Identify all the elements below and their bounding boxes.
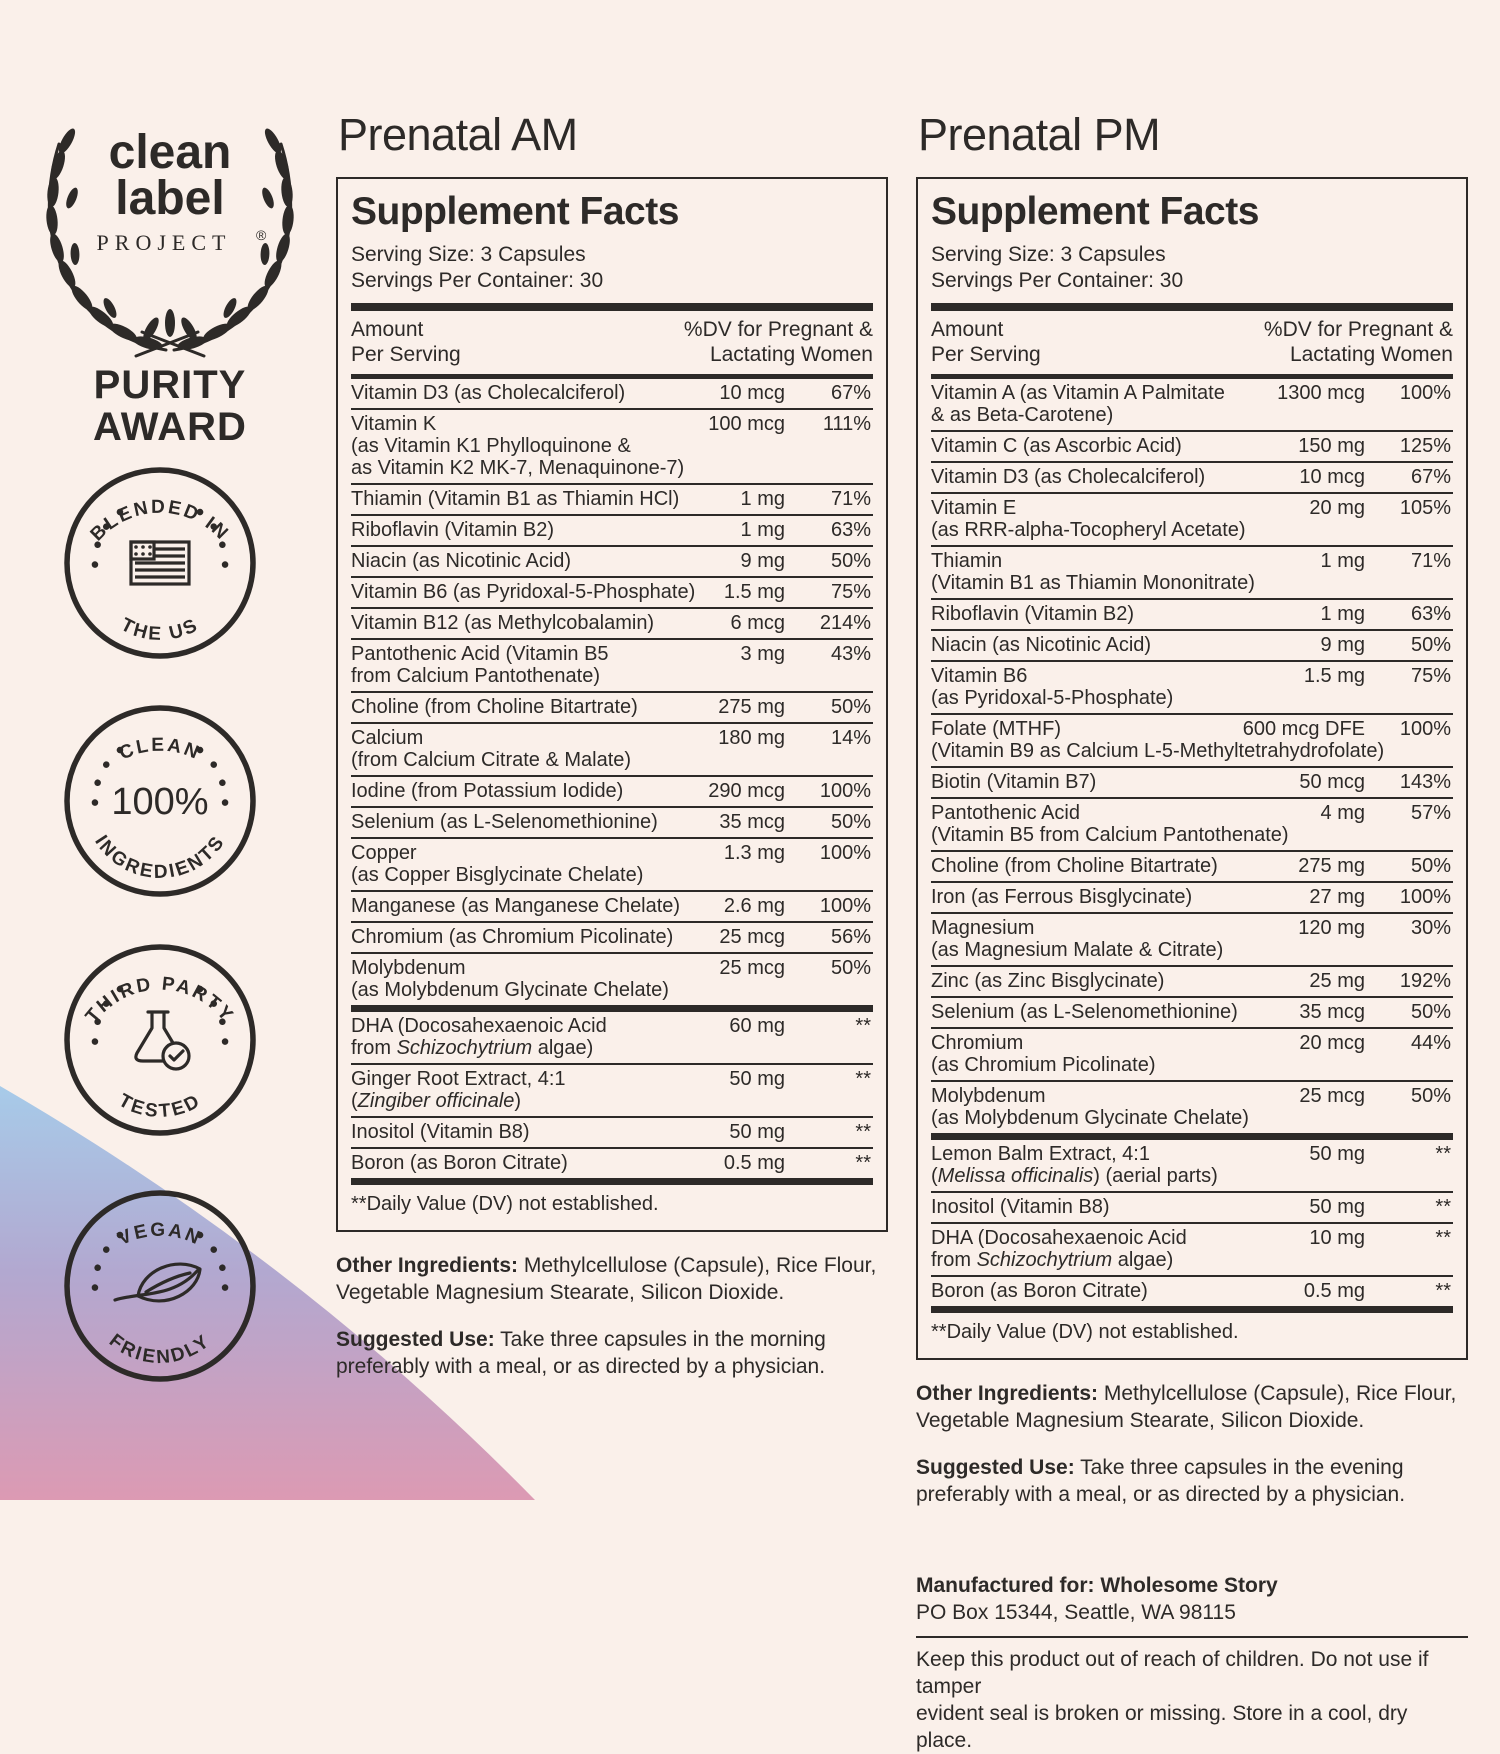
supplement-row bbox=[931, 797, 1453, 850]
row-dv: 67% bbox=[1410, 465, 1451, 488]
row-dv: ** bbox=[855, 1151, 871, 1174]
supplement-row bbox=[931, 430, 1453, 461]
supplement-row bbox=[931, 1133, 1453, 1191]
supplement-row bbox=[351, 545, 873, 576]
supplement-row bbox=[351, 638, 873, 691]
supplement-row bbox=[351, 408, 873, 483]
supplement-row bbox=[351, 607, 873, 638]
row-amount: 25 mcg bbox=[719, 925, 785, 948]
row-amount: 1 mg bbox=[1320, 602, 1365, 625]
prenatal-pm-panel bbox=[916, 109, 1468, 1754]
supplement-row bbox=[351, 379, 873, 408]
row-name: Chromium (as Chromium Picolinate) bbox=[351, 925, 674, 948]
amount-column-header: Amount Per Serving bbox=[351, 317, 461, 366]
row-name: Molybdenum (as Molybdenum Glycinate Chelate) bbox=[931, 1084, 1249, 1129]
row-amount: 50 mg bbox=[729, 1120, 785, 1143]
row-name: Vitamin B6 (as Pyridoxal-5-Phosphate) bbox=[351, 580, 696, 603]
column-headers bbox=[351, 311, 873, 379]
row-dv: ** bbox=[855, 1120, 871, 1143]
row-dv: 50% bbox=[830, 695, 871, 718]
row-name: Vitamin B6 (as Pyridoxal-5-Phosphate) bbox=[931, 664, 1174, 709]
row-name: Niacin (as Nicotinic Acid) bbox=[351, 549, 572, 572]
nutrient-rows bbox=[351, 379, 873, 1178]
row-amount: 10 mcg bbox=[719, 381, 785, 404]
row-amount: 3 mg bbox=[740, 642, 785, 665]
servings-per-container: Servings Per Container: 30 bbox=[351, 268, 604, 292]
nutrient-rows bbox=[931, 379, 1453, 1306]
row-amount: 150 mg bbox=[1298, 434, 1365, 457]
badge-top-text: BLENDED IN bbox=[86, 496, 234, 546]
svg-text:CLEAN bbox=[116, 735, 203, 765]
svg-text:BLENDED IN bbox=[87, 497, 234, 546]
badge-bottom-text: INGREDIENTS bbox=[90, 831, 230, 884]
supplement-row bbox=[351, 1005, 873, 1063]
row-name: Selenium (as L-Selenomethionine) bbox=[351, 810, 658, 833]
panel-title-pm: Prenatal PM bbox=[918, 109, 1161, 160]
supplement-row bbox=[931, 912, 1453, 965]
clean-label-text-2: label bbox=[115, 172, 225, 225]
row-amount: 290 mcg bbox=[708, 779, 785, 802]
row-amount: 600 mcg DFE bbox=[1242, 717, 1365, 740]
row-dv: 50% bbox=[1410, 633, 1451, 656]
supplement-row bbox=[931, 629, 1453, 660]
row-dv: 50% bbox=[1410, 854, 1451, 877]
row-dv: 75% bbox=[830, 580, 871, 603]
dv-footnote: **Daily Value (DV) not established. bbox=[931, 1306, 1453, 1348]
row-amount: 0.5 mg bbox=[723, 1151, 785, 1174]
row-amount: 20 mg bbox=[1309, 496, 1365, 519]
row-dv: 111% bbox=[822, 412, 871, 435]
us-flag-icon bbox=[131, 542, 189, 584]
purity-award-text-1: PURITY bbox=[93, 363, 247, 407]
row-name: Ginger Root Extract, 4:1 (Zingiber officinale) bbox=[351, 1067, 566, 1112]
row-dv: ** bbox=[1435, 1142, 1451, 1165]
supplement-row bbox=[351, 837, 873, 890]
row-amount: 9 mg bbox=[1320, 633, 1365, 656]
supplement-facts-box-pm bbox=[916, 177, 1468, 1360]
row-dv: 56% bbox=[830, 925, 871, 948]
row-amount: 50 mg bbox=[1309, 1195, 1365, 1218]
row-amount: 4 mg bbox=[1320, 801, 1365, 824]
supplement-row bbox=[351, 775, 873, 806]
serving-size: Serving Size: 3 Capsules bbox=[931, 242, 1166, 266]
row-dv: 50% bbox=[1410, 1000, 1451, 1023]
row-name: Riboflavin (Vitamin B2) bbox=[931, 602, 1135, 625]
other-ingredients: Other Ingredients: Methylcellulose (Capsule), Rice Flour, Vegetable Magnesium Stearate, Silicon Dioxide. bbox=[336, 1253, 877, 1304]
divider bbox=[351, 303, 873, 311]
row-amount: 1.3 mg bbox=[723, 841, 785, 864]
row-amount: 2.6 mg bbox=[723, 894, 785, 917]
other-ingredients: Other Ingredients: Methylcellulose (Capsule), Rice Flour, Vegetable Magnesium Stearate, Silicon Dioxide. bbox=[916, 1381, 1457, 1432]
row-amount: 1 mg bbox=[740, 487, 785, 510]
supplement-row bbox=[931, 492, 1453, 545]
row-dv: 75% bbox=[1410, 664, 1451, 687]
row-dv: 30% bbox=[1410, 916, 1451, 939]
row-amount: 35 mcg bbox=[719, 810, 785, 833]
row-amount: 50 mg bbox=[1309, 1142, 1365, 1165]
panel-title-am: Prenatal AM bbox=[338, 109, 578, 160]
supplement-facts-box-am bbox=[336, 177, 888, 1232]
supplement-row bbox=[351, 576, 873, 607]
row-dv: 100% bbox=[1399, 381, 1451, 404]
row-amount: 1.5 mg bbox=[723, 580, 785, 603]
row-dv: ** bbox=[855, 1067, 871, 1090]
row-dv: 63% bbox=[830, 518, 871, 541]
row-dv: ** bbox=[1435, 1195, 1451, 1218]
row-dv: 105% bbox=[1399, 496, 1451, 519]
row-dv: ** bbox=[855, 1014, 871, 1037]
third-party-tested-badge bbox=[60, 940, 260, 1140]
row-amount: 1 mg bbox=[740, 518, 785, 541]
row-dv: 71% bbox=[830, 487, 871, 510]
row-name: Thiamin (Vitamin B1 as Thiamin HCl) bbox=[351, 487, 680, 510]
row-name: Chromium (as Chromium Picolinate) bbox=[931, 1031, 1156, 1076]
supplement-row bbox=[931, 766, 1453, 797]
supplement-row bbox=[351, 722, 873, 775]
svg-text:THE US bbox=[117, 614, 202, 645]
supplement-row bbox=[931, 379, 1453, 430]
amount-column-header: Amount Per Serving bbox=[931, 317, 1041, 366]
row-name: Selenium (as L-Selenomethionine) bbox=[931, 1000, 1238, 1023]
supplement-row bbox=[931, 850, 1453, 881]
row-amount: 10 mg bbox=[1309, 1226, 1365, 1249]
row-dv: 71% bbox=[1410, 549, 1451, 572]
supplement-row bbox=[351, 806, 873, 837]
row-dv: 192% bbox=[1399, 969, 1451, 992]
row-name: Iron (as Ferrous Bisglycinate) bbox=[931, 885, 1193, 908]
row-dv: 43% bbox=[830, 642, 871, 665]
row-dv: 100% bbox=[819, 779, 871, 802]
row-dv: 14% bbox=[830, 726, 871, 749]
row-amount: 0.5 mg bbox=[1303, 1279, 1365, 1302]
row-name: Niacin (as Nicotinic Acid) bbox=[931, 633, 1152, 656]
row-amount: 1300 mcg bbox=[1277, 381, 1365, 404]
supplement-row bbox=[351, 1147, 873, 1178]
row-amount: 50 mg bbox=[729, 1067, 785, 1090]
row-name: Vitamin K (as Vitamin K1 Phylloquinone & as Vitamin K2 MK-7, Menaquinone-7) bbox=[351, 412, 685, 479]
suggested-use: Suggested Use: Take three capsules in the morning preferably with a meal, or as directed by a physician. bbox=[336, 1327, 826, 1378]
row-amount: 275 mg bbox=[718, 695, 785, 718]
row-name: Pantothenic Acid (Vitamin B5 from Calcium Pantothenate) bbox=[351, 642, 609, 687]
badge-top-text: CLEAN bbox=[116, 734, 204, 765]
manufacturer-address: PO Box 15344, Seattle, WA 98115 bbox=[916, 1600, 1236, 1624]
row-name: Boron (as Boron Citrate) bbox=[931, 1279, 1148, 1302]
row-name: Magnesium (as Magnesium Malate & Citrate) bbox=[931, 916, 1224, 961]
flask-check-icon bbox=[136, 1012, 189, 1069]
supplement-row bbox=[351, 952, 873, 1005]
row-amount: 1 mg bbox=[1320, 549, 1365, 572]
manufacturer-block bbox=[916, 1572, 1468, 1754]
row-name: Copper (as Copper Bisglycinate Chelate) bbox=[351, 841, 644, 886]
row-amount: 25 mcg bbox=[1299, 1084, 1365, 1107]
row-name: Vitamin C (as Ascorbic Acid) bbox=[931, 434, 1182, 457]
supplement-row bbox=[931, 1027, 1453, 1080]
row-name: Calcium (from Calcium Citrate & Malate) bbox=[351, 726, 632, 771]
row-name: Zinc (as Zinc Bisglycinate) bbox=[931, 969, 1165, 992]
row-amount: 120 mg bbox=[1298, 916, 1365, 939]
row-amount: 20 mcg bbox=[1299, 1031, 1365, 1054]
row-amount: 25 mg bbox=[1309, 969, 1365, 992]
row-amount: 60 mg bbox=[729, 1014, 785, 1037]
prenatal-am-panel bbox=[336, 109, 888, 1380]
row-amount: 10 mcg bbox=[1299, 465, 1365, 488]
row-name: Vitamin A (as Vitamin A Palmitate & as Beta-Carotene) bbox=[931, 381, 1225, 426]
vegan-friendly-badge bbox=[60, 1186, 260, 1386]
row-name: Vitamin D3 (as Cholecalciferol) bbox=[351, 381, 626, 404]
row-dv: 214% bbox=[819, 611, 871, 634]
row-dv: ** bbox=[1435, 1279, 1451, 1302]
row-dv: ** bbox=[1435, 1226, 1451, 1249]
badge-top-text: VEGAN bbox=[115, 1219, 205, 1250]
row-name: Manganese (as Manganese Chelate) bbox=[351, 894, 681, 917]
row-name: Vitamin E (as RRR-alpha-Tocopheryl Acetate) bbox=[931, 496, 1246, 541]
dv-footnote: **Daily Value (DV) not established. bbox=[351, 1178, 873, 1220]
dv-column-header: %DV for Pregnant & Lactating Women bbox=[683, 317, 873, 366]
row-dv: 100% bbox=[819, 841, 871, 864]
supplement-row bbox=[351, 483, 873, 514]
row-name: Inositol (Vitamin B8) bbox=[351, 1120, 530, 1143]
clean-label-project-purity-award-logo bbox=[24, 102, 316, 450]
blended-in-us-badge bbox=[60, 463, 260, 663]
supplement-row bbox=[351, 514, 873, 545]
row-dv: 50% bbox=[830, 810, 871, 833]
supplement-row bbox=[931, 545, 1453, 598]
row-name: DHA (Docosahexaenoic Acid from Schizochytrium algae) bbox=[931, 1226, 1187, 1271]
row-amount: 180 mg bbox=[718, 726, 785, 749]
column-headers bbox=[931, 311, 1453, 379]
footer-divider bbox=[916, 1636, 1468, 1638]
supplement-row bbox=[931, 713, 1453, 766]
row-amount: 1.5 mg bbox=[1303, 664, 1365, 687]
row-dv: 50% bbox=[830, 956, 871, 979]
row-name: Iodine (from Potassium Iodide) bbox=[351, 779, 624, 802]
svg-text:THIRD PARTY bbox=[82, 974, 238, 1028]
row-amount: 27 mg bbox=[1309, 885, 1365, 908]
supplement-row bbox=[931, 965, 1453, 996]
row-name: Vitamin B12 (as Methylcobalamin) bbox=[351, 611, 655, 634]
row-name: Thiamin (Vitamin B1 as Thiamin Mononitrate) bbox=[931, 549, 1255, 594]
row-dv: 67% bbox=[830, 381, 871, 404]
registered-mark: ® bbox=[256, 227, 267, 243]
hundred-percent-text: 100% bbox=[111, 781, 209, 823]
supplement-row bbox=[931, 881, 1453, 912]
svg-text:VEGAN bbox=[115, 1220, 205, 1250]
row-name: Boron (as Boron Citrate) bbox=[351, 1151, 568, 1174]
row-amount: 275 mg bbox=[1298, 854, 1365, 877]
row-dv: 100% bbox=[1399, 717, 1451, 740]
supplement-row bbox=[931, 1275, 1453, 1306]
purity-award-text-2: AWARD bbox=[93, 405, 247, 449]
badge-bottom-text: TESTED bbox=[114, 1090, 206, 1123]
divider bbox=[931, 303, 1453, 311]
svg-text:FRIENDLY bbox=[105, 1330, 215, 1368]
supplement-facts-heading: Supplement Facts bbox=[351, 190, 679, 233]
supplement-row bbox=[931, 1222, 1453, 1275]
row-dv: 50% bbox=[830, 549, 871, 572]
row-dv: 125% bbox=[1399, 434, 1451, 457]
row-dv: 44% bbox=[1410, 1031, 1451, 1054]
row-name: Vitamin D3 (as Cholecalciferol) bbox=[931, 465, 1206, 488]
suggested-use: Suggested Use: Take three capsules in the evening preferably with a meal, or as directed by a physician. bbox=[916, 1455, 1406, 1506]
row-dv: 143% bbox=[1399, 770, 1451, 793]
row-amount: 100 mcg bbox=[708, 412, 785, 435]
dv-column-header: %DV for Pregnant & Lactating Women bbox=[1263, 317, 1453, 366]
serving-size: Serving Size: 3 Capsules bbox=[351, 242, 586, 266]
supplement-row bbox=[931, 1191, 1453, 1222]
row-dv: 50% bbox=[1410, 1084, 1451, 1107]
row-amount: 50 mcg bbox=[1299, 770, 1365, 793]
badge-bottom-text: THE US bbox=[117, 614, 203, 646]
row-name: Molybdenum (as Molybdenum Glycinate Chelate) bbox=[351, 956, 669, 1001]
supplement-row bbox=[351, 1116, 873, 1147]
row-dv: 57% bbox=[1410, 801, 1451, 824]
supplement-row bbox=[351, 890, 873, 921]
row-dv: 100% bbox=[819, 894, 871, 917]
row-amount: 9 mg bbox=[740, 549, 785, 572]
row-amount: 6 mcg bbox=[730, 611, 785, 634]
row-name: Folate (MTHF) (Vitamin B9 as Calcium L-5-Methyltetrahydrofolate) bbox=[931, 717, 1385, 762]
supplement-row bbox=[931, 598, 1453, 629]
svg-text:TESTED bbox=[115, 1090, 205, 1122]
row-name: Pantothenic Acid (Vitamin B5 from Calcium Pantothenate) bbox=[931, 801, 1289, 846]
row-dv: 100% bbox=[1399, 885, 1451, 908]
row-amount: 35 mcg bbox=[1299, 1000, 1365, 1023]
supplement-row bbox=[931, 996, 1453, 1027]
supplement-row bbox=[351, 921, 873, 952]
row-name: Biotin (Vitamin B7) bbox=[931, 770, 1097, 793]
clean-label-text-3: PROJECT bbox=[96, 230, 232, 255]
row-name: Choline (from Choline Bitartrate) bbox=[351, 695, 638, 718]
clean-100-ingredients-badge bbox=[60, 701, 260, 901]
row-name: DHA (Docosahexaenoic Acid from Schizochytrium algae) bbox=[351, 1014, 607, 1059]
manufactured-for: Manufactured for: Wholesome Story bbox=[916, 1573, 1278, 1597]
row-name: Riboflavin (Vitamin B2) bbox=[351, 518, 555, 541]
row-dv: 63% bbox=[1410, 602, 1451, 625]
supplement-facts-heading: Supplement Facts bbox=[931, 190, 1259, 233]
row-name: Choline (from Choline Bitartrate) bbox=[931, 854, 1218, 877]
svg-text:INGREDIENTS bbox=[90, 831, 229, 883]
row-name: Inositol (Vitamin B8) bbox=[931, 1195, 1110, 1218]
row-name: Lemon Balm Extract, 4:1 (Melissa officinalis) (aerial parts) bbox=[931, 1142, 1218, 1187]
badge-bottom-text: FRIENDLY bbox=[105, 1330, 215, 1369]
supplement-row bbox=[931, 461, 1453, 492]
supplement-row bbox=[931, 1080, 1453, 1133]
servings-per-container: Servings Per Container: 30 bbox=[931, 268, 1184, 292]
supplement-row bbox=[351, 691, 873, 722]
row-amount: 25 mcg bbox=[719, 956, 785, 979]
clean-label-text-1: clean bbox=[108, 126, 232, 179]
supplement-row bbox=[351, 1063, 873, 1116]
leaf-icon bbox=[115, 1264, 200, 1301]
supplement-row bbox=[931, 660, 1453, 713]
badge-top-text: THIRD PARTY bbox=[81, 973, 239, 1028]
warning-text: Keep this product out of reach of children. Do not use if tamper evident seal is broken or missing. Store in a cool, dry place. bbox=[916, 1647, 1429, 1752]
